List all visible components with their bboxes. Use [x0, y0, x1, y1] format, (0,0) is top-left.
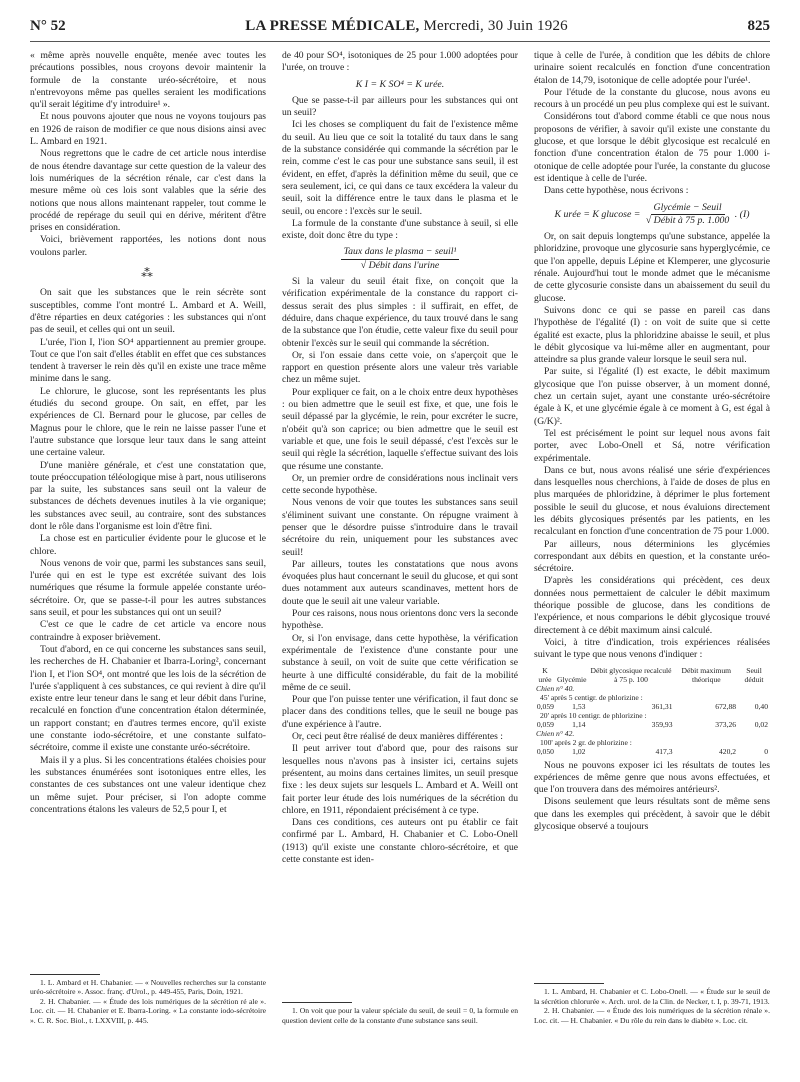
footnotes [282, 996, 518, 1025]
paragraph: On sait que les substances que le rein sécrète sont susceptibles, comme l'ont montré L. Ambard et A. Weill, d'être réparties en deux catégories : les substances qui n'ont pas de seuil, et celles qui ont un seuil. [30, 287, 266, 336]
paragraph: Nous venons de voir que toutes les substances sans seuil s'éliminent suivant une constante. On répugne vraiment à penser que le désordre puisse s'introduire dans le travail sécrétoire du rein, uniquement pour les substances avec seuil! [282, 497, 518, 558]
paragraph: D'une manière générale, et c'est une constatation que, toute préoccupation téléologique mise à part, nous utiliserons par la suite, les substances sans seuil ont la valeur de substances de déchets devenues inutiles à la vie organique; les substances avec seuil, au contraire, sont des substances dont le rôle dans l'organisme est loin d'être fini. [30, 459, 266, 532]
table-group-sub [534, 738, 770, 747]
paragraph: Il peut arriver tout d'abord que, pour des raisons sur lesquelles nous n'avons pas à insister ici, certains sujets présentent, au moins dans certaines limites, un seuil presque fixe : les deux sujets sur lesquels L. Ambard et A. Weill ont fait porter leur étude des lois numériques de la sécrétion du chlore, en 1911, répondaient précisément à ce type. [282, 743, 518, 816]
paragraph: Or, si l'on essaie dans cette voie, on s'aperçoit que le rapport en question présente alors une valeur très variable chez un même sujet. [282, 349, 518, 386]
footnote: 2. H. Chabanier. — « Étude des lois numériques de la sécrétion rénale ». Loc. cit. — H. Chabanier. « Du rôle du rein dans le diabète ». Loc. cit. [534, 1006, 770, 1025]
table-cell: 1,02 [572, 746, 586, 756]
footnote-rule [30, 974, 100, 975]
table-group-title [534, 684, 770, 693]
column-header: K urée [538, 665, 552, 684]
paragraph: Pour l'étude de la constante du glucose, nous avons eu recours à un procédé un peu plus complexe qui est le suivant. [534, 86, 770, 111]
table-cell: 672,88 [715, 701, 737, 711]
fraction [643, 202, 732, 228]
footnote: 1. L. Ambard, H. Chabanier et C. Lobo-Onell. — « Étude sur le seuil de la sécrétion chlorurée ». Arch. urol. de la Clin. de Necker, t. I, p. 39-71, 1913. [534, 987, 770, 1006]
table-cell: 420,2 [718, 746, 737, 756]
table-group-title [534, 729, 770, 738]
paragraph: La formule de la constante d'une substance à seuil, si elle existe, doit donc être du type : [282, 217, 518, 242]
footnote-rule [282, 1002, 352, 1003]
paragraph: tique à celle de l'urée, à condition que les débits de chlore urinaire soient recalculés en fonction d'une concentration étalon de 14,79, isotonique de celle adoptée pour l'urée¹. [534, 50, 770, 86]
paragraph: Que se passe-t-il par ailleurs pour les substances qui ont un seuil? [282, 94, 518, 119]
equation-tag: . (I) [734, 208, 750, 220]
paragraph: Tout d'abord, en ce qui concerne les substances sans seuil, les recherches de H. Chabanier et Ibarra-Loring², concernant l'ion I, et l'ion SO⁴, ont montré que les lois de la sécrétion de l'urée s'appliquent à ces substances, ce qui revient à dire qu'il existe entre leur teneur dans le sang et leur débit dans l'urine, recalculé en fonction d'une concentration étalon déterminée, un rapport constant; en d'autres termes encore, qu'il existe une constante iodo-sécrétoire, et une constante sulfato-sécrétoire, comme il existe une constante uréo-sécrétoire. [30, 643, 266, 754]
fraction-denominator: √ Débit à 75 p. 1.000 [645, 214, 730, 226]
paragraph: Et nous pouvons ajouter que nous ne voyons toujours pas en 1926 de raison de modifier ce que nous disions ainsi avec L. Ambard en 1921. [30, 111, 266, 148]
paragraph: Or, ceci peut être réalisé de deux manières différentes : [292, 731, 503, 743]
page-number: 825 [747, 18, 770, 34]
column-1 [30, 50, 266, 1025]
paragraph: Nous ne pouvons exposer ici les résultats de toutes les expériences de même genre que nous avons effectuées, et que l'on trouvera dans des mémoires antérieurs². [534, 759, 770, 796]
paragraph: Tel est précisément le point sur lequel nous avons fait porter, avec Lobo-Onell et Sá, notre vérification expérimentale. [534, 427, 770, 464]
column-3 [534, 50, 770, 1025]
table-cell: 1,53 [572, 701, 586, 711]
paragraph: Considérons tout d'abord comme établi ce que nous nous proposons de vérifier, à savoir qu'il existe une constante du glucose, et que lorsque le débit glycosique est recalculé en fonction d'une concentration étalon de 75 pour 1.000 i-otonique de celle adoptée pour l'urée, la constante du glucose est identique à celle de l'urée. [534, 111, 770, 184]
group-title: Chien n° 40. [536, 683, 575, 693]
table-row [534, 702, 770, 711]
paragraph: C'est ce que le cadre de cet article va encore nous contraindre à exposer brièvement. [30, 619, 266, 643]
paragraph: D'après les considérations qui précèdent, ces deux données nous permettaient de calculer le débit maximum théorique possible de glucose, dans les conditions de l'expérience, et nous comparions le débit glycosique trouvé directement à ce débit maximum ainsi calculé. [534, 575, 770, 636]
table-row [534, 720, 770, 729]
table-cell: 0,40 [754, 701, 768, 711]
paragraph: de 40 pour SO⁴, isotoniques de 25 pour 1.000 adoptées pour l'urée, on trouve : [282, 50, 518, 74]
column-header: Glycémie [556, 674, 587, 684]
group-condition: 20' après 10 centigr. de phlorizine : [540, 710, 647, 720]
paragraph: Mais il y a plus. Si les concentrations étalées choisies pour les substances énumérées sont isotoniques entre elles, les constantes de ces substances ont une valeur identique chez un même sujet. Pour préciser, si l'on adopte comme concentrations étalons les valeurs de 52,5 pour I, et [30, 754, 266, 815]
journal-title: LA PRESSE MÉDICALE, [245, 18, 420, 34]
issue-date: Mercredi, 30 Juin 1926 [423, 18, 568, 34]
table-cell: 0 [764, 746, 768, 756]
paragraph: Or, si l'on envisage, dans cette hypothèse, la vérification expérimentale de l'existence d'une constante pour une substance à seuil, on voit de suite que cette vérification se heurte à une difficulté considérable, du fait de la mobilité même de ce seuil. [282, 632, 518, 693]
article-columns [30, 50, 770, 1025]
paragraph: Ici les choses se compliquent du fait de l'existence même du seuil. Au lieu que ce soit la totalité du taux dans le sang de la substance considérée qui commande la sécrétion par le rein, comme c'est le cas pour une substance sans seuil, il est évident, en effet, d'après la définition même du seuil, que ce sera seulement, ici, ce qui dans ce taux excédera la valeur du seuil, soit la différence entre le taux dans le plasma et le seuil, ou encore : l'excès sur le seuil. [282, 119, 518, 217]
paragraph: Nous venons de voir que, parmi les substances sans seuil, l'urée qui en est le type est excrétée suivant des lois numériques que résume la formule appelée constante uréo-sécrétoire. Or, que se passe-t-il pour les autres substances sans seuil, et pour les substances qui ont un seuil? [30, 557, 266, 619]
table-cell: 0,050 [536, 746, 554, 756]
fraction-numerator: Taux dans le plasma − seuil¹ [341, 246, 460, 259]
formula-constants: K I = K SO⁴ = K urée. [355, 78, 445, 90]
footnotes [534, 977, 770, 1025]
paragraph: Suivons donc ce qui se passe en pareil cas dans l'hypothèse de l'égalité (I) : on voit de suite que si cette égalité est exacte, plus la phloridzine abaisse le seuil, et plus le débit glycosique va lui-même aller en augmentant, pour atteindre sa plus grande valeur lorsque le seuil sera nul. [534, 304, 770, 366]
column-2 [282, 50, 518, 1025]
formula-threshold [282, 246, 518, 272]
footnote-rule [534, 983, 604, 984]
formula-left: K urée = K glucose = [554, 208, 643, 220]
table-cell: 361,31 [651, 701, 673, 711]
paragraph: Nous regrettons que le cadre de cet article nous interdise de nous étendre davantage sur cette question de la valeur des lois numériques de la sécrétion rénale, car c'est dans la mesure même où ces lois sont valables que la série des notions que nous allons maintenant rappeler, tout comme le procédé de repérage du seuil qui en dérive, méritent d'être prises en considération. [30, 148, 266, 234]
table-row [534, 747, 770, 756]
group-condition: 45' après 5 centigr. de phlorizine : [540, 692, 643, 702]
table-cell: 0,059 [536, 719, 554, 729]
column-header: Seuil déduit [744, 665, 764, 684]
paragraph: Or, on sait depuis longtemps qu'une substance, appelée la phloridzine, provoque une glycosurie sans hyperglycémie, ce que l'on appelle, depuis Lépine et Klemperer, une glycosurie rénale. Aujourd'hui tout le monde admet que le mécanisme de cette glycosurie consiste dans un abaissement du seuil du glucose. [534, 231, 770, 304]
paragraph: Or, un premier ordre de considérations nous inclinait vers cette seconde hypothèse. [282, 472, 518, 497]
section-separator: ⁂ [141, 266, 155, 281]
paragraph: Le chlorure, le glucose, sont les représentants les plus étudiés du second groupe. On sait, en effet, par les expériences de Cl. Bernard pour le glucose, par celles de Magnus pour le chlore, que le rein ne laisse passer l'une et l'autre substance que lorsque leur taux dans le sang atteint une certaine valeur. [30, 385, 266, 459]
paragraph: Dans ces conditions, ces auteurs ont pu établir ce fait confirmé par L. Ambard, H. Chabanier et C. Lobo-Onell (1913) qu'il existe une constante chloro-sécrétoire, et que cette constante est iden- [282, 817, 518, 865]
paragraph: L'urée, l'ion I, l'ion SO⁴ appartiennent au premier groupe. Tout ce que l'on sait d'elles établit en effet que ces substances tendent à traverser le rein dès qu'il en existe une trace même minime dans le sang. [30, 336, 266, 385]
column-header: Débit maximum théorique [681, 665, 732, 684]
paragraph: Dans cette hypothèse, nous écrivons : [544, 185, 689, 197]
group-title: Chien n° 42. [536, 728, 575, 738]
formula-glucose-constant [534, 202, 770, 228]
paragraph: Pour ces raisons, nous nous orientons donc vers la seconde hypothèse. [282, 608, 518, 632]
table-cell: 417,3 [655, 746, 673, 756]
table-cell: 373,26 [715, 719, 737, 729]
table-cell: 359,93 [651, 719, 673, 729]
footnotes [30, 968, 266, 1025]
table-group-sub [534, 693, 770, 702]
group-condition: 100' après 2 gr. de phlorizine : [540, 737, 632, 747]
table-cell: 0,02 [754, 719, 768, 729]
footnote: 1. On voit que pour la valeur spéciale du seuil, de seuil = 0, la formule en question devient celle de la constante d'une substance sans seuil. [282, 1006, 518, 1025]
paragraph: « même après nouvelle enquête, menée avec toutes les précautions possibles, nous croyons devoir maintenir la formule de la constante uréo-sécrétoire, et nous n'entrevoyons même pas quelles seraient les modifications qu'il serait légitime d'y introduire¹ ». [30, 50, 266, 111]
fraction [341, 246, 460, 272]
paragraph: Voici, brièvement rapportées, les notions dont nous voulons parler. [30, 234, 266, 258]
table-cell: 0,059 [536, 701, 554, 711]
fraction-numerator: Glycémie − Seuil [651, 202, 725, 215]
paragraph: Si la valeur du seuil était fixe, on conçoit que la vérification expérimentale de la constance du rapport ci-dessus serait des plus simples : il suffirait, en effet, de déduire, dans chaque expérience, du taux trouvé dans le sang de la substance que l'on étudie, cette valeur fixe du seuil pour obtenir l'excès sur le seuil qui commande la sécrétion. [282, 276, 518, 349]
table-cell: 1,14 [572, 719, 586, 729]
paragraph: Dans ce but, nous avons réalisé une série d'expériences dans lesquelles nous cherchions, à l'aide de doses de plus en plus marquées de phloridzine, à déprimer le plus fortement possible le seuil du glucose, et nous évaluions directement les débits glycosiques présentés par les patients, en les recalculant en fonction d'une concentration de 75 pour 1.000. [534, 464, 770, 538]
paragraph: Disons seulement que leurs résultats sont de même sens que dans les exemples qui précèdent, à savoir que le débit glycosique observé a toujours [534, 796, 770, 833]
page-header [30, 18, 770, 42]
paragraph: Pour expliquer ce fait, on a le choix entre deux hypothèses : ou bien admettre que le seuil est fixe, et que, une fois le seuil dépassé par la glycémie, le rein, pour excréter le sucre, n'obéit qu'à son caprice; ou bien admettre que le seuil est variable et que, une fois le seuil dépassé, c'est l'excès sur le seuil qui règle la sécrétion, laquelle s'effectue suivant des lois que résume une constante. [282, 386, 518, 472]
footnote: 2. H. Chabanier. — « Étude des lois numériques de la sécrétion ré ale ». Loc. cit. — H. Chabanier et E. Ibarra-Loring. « La constante iodo-sécrétoire ». C. R. Soc. Biol., t. LXXVIII, p. 445. [30, 996, 266, 1025]
table-header-row [534, 666, 770, 684]
journal-title-line [245, 18, 568, 35]
fraction-denominator: √ Débit dans l'urine [360, 259, 440, 271]
experiment-table [534, 666, 770, 756]
paragraph: La chose est en particulier évidente pour le glucose et le chlore. [30, 533, 266, 557]
paragraph: Voici, à titre d'indication, trois expériences réalisées suivant le type que nous venons d'indiquer : [534, 636, 770, 661]
footnote: 1. L. Ambard et H. Chabanier. — « Nouvelles recherches sur la constante uréo-sécrétoire ». Assoc. franç. d'Urol., p. 449-455, Paris, Doin, 1921. [30, 977, 266, 997]
paragraph: Par ailleurs, toutes les constatations que nous avons évoquées plus haut concernant le seuil du glucose, et qui sont dues notamment aux auteurs scandinaves, mettent hors de doute que le seuil ait une valeur variable. [282, 558, 518, 607]
paragraph: Par suite, si l'égalité (I) est exacte, le débit maximum glycosique que l'on puisse observer, à un moment donné, chez un certain sujet, ayant une constante uréo-sécrétoire égale à K, et une glycémie égale à ce moment à G, est égal à (G/K)². [534, 366, 770, 427]
issue-number: N° 52 [30, 18, 66, 34]
column-header: Débit glycosique recalculé à 75 p. 100 [590, 665, 672, 684]
table-group-sub [534, 711, 770, 720]
paragraph: Par ailleurs, nous déterminions les glycémies correspondant aux débits en question, et la constante uréo-sécrétoire. [534, 538, 770, 575]
paragraph: Pour que l'on puisse tenter une vérification, il faut donc se placer dans des conditions telles, que le seuil ne bouge pas d'une expérience à l'autre. [282, 694, 518, 730]
